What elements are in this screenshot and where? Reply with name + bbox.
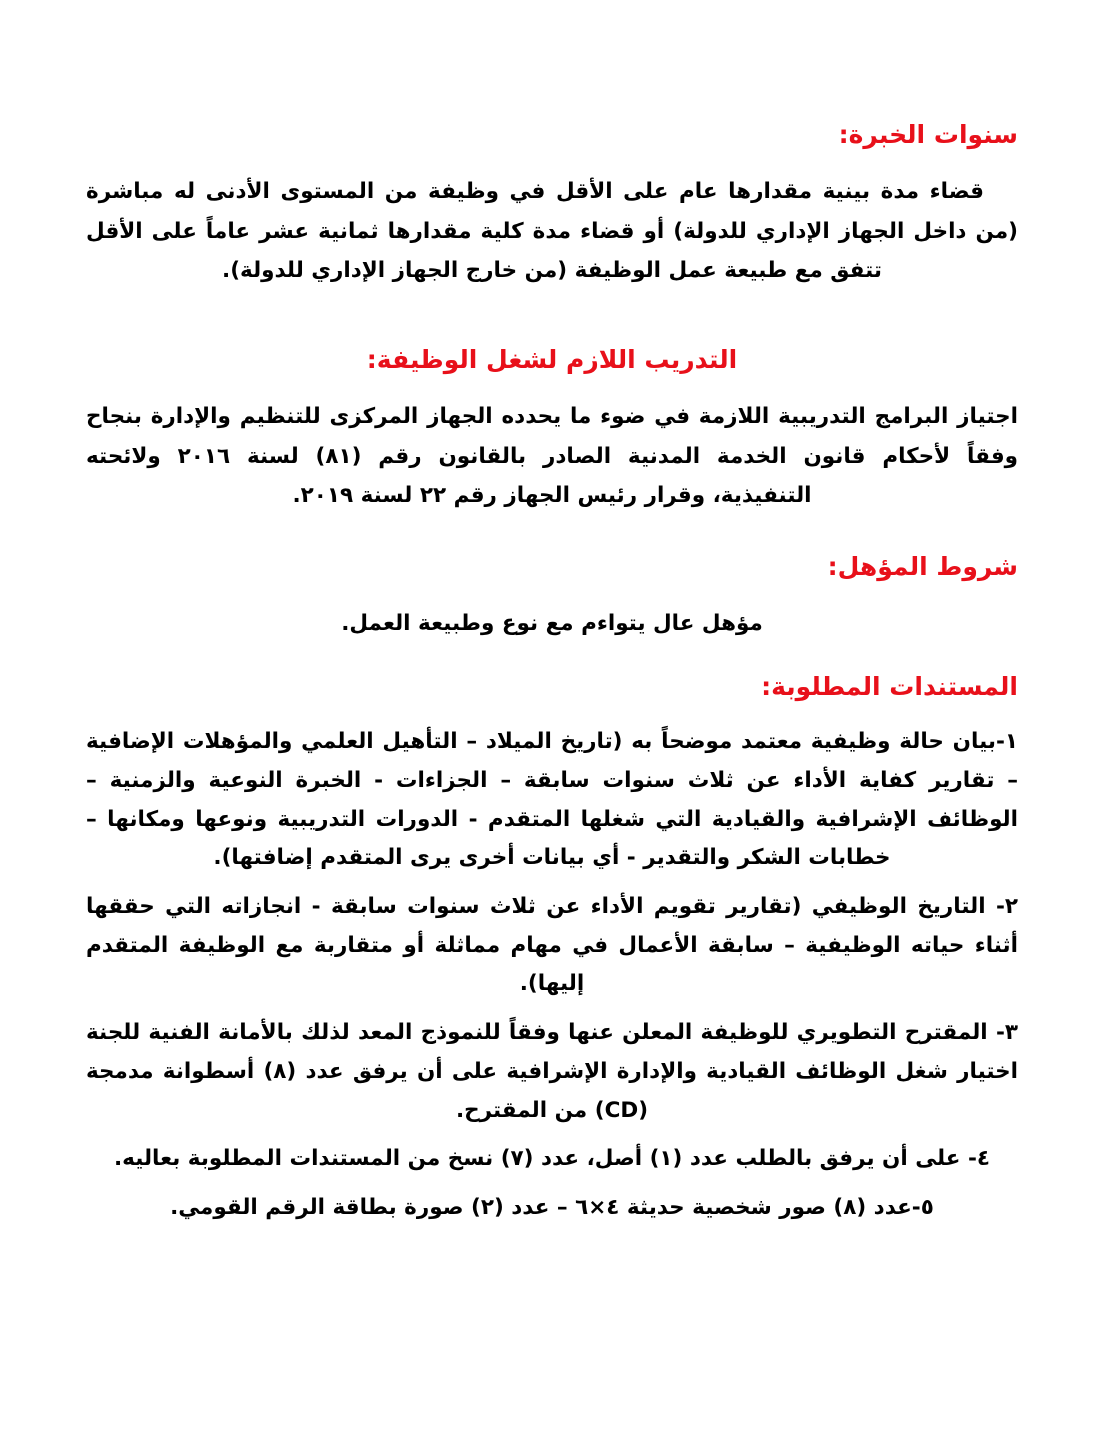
section-required-documents [86, 670, 1018, 1228]
list-item: ٣- المقترح التطويري للوظيفة المعلن عنها وفقاً للنموذج المعد لذلك بالأمانة الفنية للجنة اختيار شغل الوظائف القيادية والإدارة الإشرافية على أن يرفق عدد (٨) أسطوانة مدمجة (CD) من المقترح. [86, 1020, 1019, 1123]
section-heading-required-documents: المستندات المطلوبة: [761, 671, 1018, 701]
section-years-of-experience [86, 118, 1018, 291]
section-qualification-conditions [86, 550, 1018, 644]
spacer [86, 325, 1018, 343]
paragraph-qualification-conditions: مؤهل عال يتواءم مع نوع وطبيعة العمل. [341, 610, 763, 636]
required-documents-list [86, 723, 1018, 1227]
section-heading-years-of-experience: سنوات الخبرة: [838, 120, 1018, 149]
list-item: ٥-عدد (٨) صور شخصية حديثة ٤×٦ – عدد (٢) صورة بطاقة الرقم القومي. [170, 1194, 934, 1220]
paragraph-years-of-experience: قضاء مدة بينية مقدارها عام على الأقل في وظيفة من المستوى الأدنى له مباشرة (من داخل الجهاز الإداري للدولة) أو قضاء مدة كلية مقدارها ثمانية عشر عاماً على الأقل تتفق مع طبيعة عمل الوظيفة (من خارج الجهاز الإداري للدولة). [86, 178, 1018, 284]
section-heading-required-training: التدريب اللازم لشغل الوظيفة: [366, 345, 738, 375]
list-item: ٤- على أن يرفق بالطلب عدد (١) أصل، عدد (٧) نسخ من المستندات المطلوبة بعاليه. [113, 1146, 991, 1172]
section-heading-qualification-conditions: شروط المؤهل: [827, 552, 1018, 582]
paragraph-required-training: اجتياز البرامج التدريبية اللازمة في ضوء ما يحدده الجهاز المركزى للتنظيم والإدارة بنجاح وفقاً لأحكام قانون الخدمة المدنية الصادر بالقانون رقم (٨١) لسنة ٢٠١٦ ولائحته التنفيذية، وقرار رئيس الجهاز رقم ٢٢ لسنة ٢٠١٩. [86, 403, 1019, 509]
section-required-training [86, 343, 1018, 516]
list-item: ١-بيان حالة وظيفية معتمد موضحاً به (تاريخ الميلاد – التأهيل العلمي والمؤهلات الإضافية – تقارير كفاية الأداء عن ثلاث سنوات سابقة – الجزاءات - الخبرة النوعية والزمنية – الوظائف الإشرافية والقيادية التي شغلها المتقدم - الدورات التدريبية ونوعها ومكانها – خطابات الشكر والتقدير - أي بيانات أخرى يرى المتقدم إضافتها). [86, 729, 1018, 871]
list-item: ٢- التاريخ الوظيفي (تقارير تقويم الأداء عن ثلاث سنوات سابقة - انجازاته التي حققها أثناء حياته الوظيفية – سابقة الأعمال في مهام مماثلة أو متقاربة مع الوظيفة المتقدم إليها). [86, 894, 1018, 997]
